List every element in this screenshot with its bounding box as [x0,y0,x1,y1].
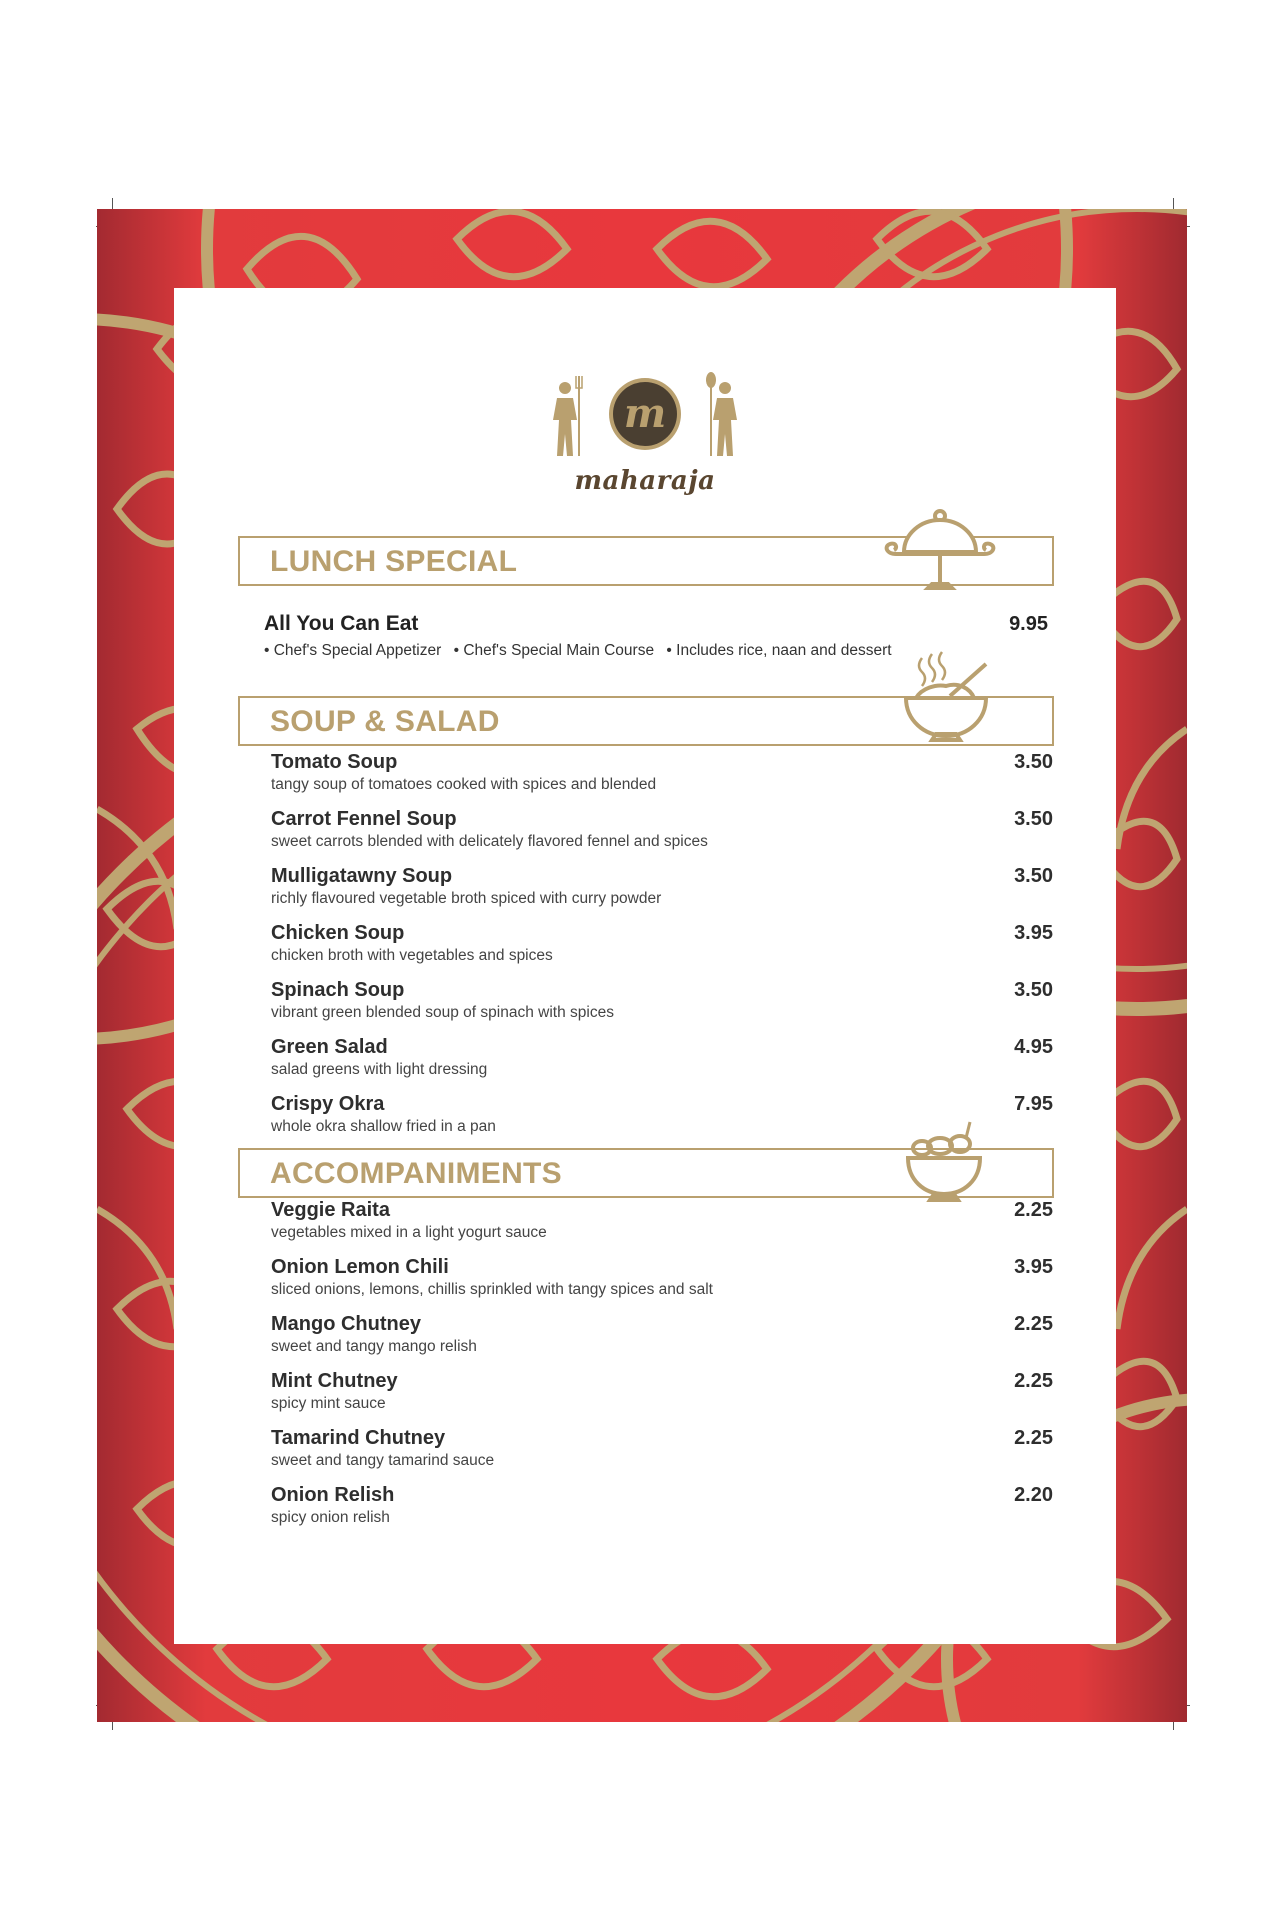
section-header-soup-salad [238,696,1054,746]
item-price: 3.50 [1014,979,1053,1001]
item-description: vibrant green blended soup of spinach with spices [271,1004,614,1021]
item-name: Tamarind Chutney [271,1427,446,1449]
menu-item [271,864,1053,909]
logo-monogram: m [623,390,667,437]
item-price: 3.50 [1014,751,1053,773]
item-name: Carrot Fennel Soup [271,808,457,830]
menu-item [271,1255,1053,1300]
item-description: spicy onion relish [271,1509,390,1526]
item-price: 2.25 [1014,1427,1053,1449]
item-name: Spinach Soup [271,979,405,1001]
menu-item [271,807,1053,852]
item-name: Mulligatawny Soup [271,865,453,887]
maharaja-logo [539,370,751,500]
menu-item [271,921,1053,966]
item-price: 2.20 [1014,1484,1053,1506]
item-price: 3.50 [1014,865,1053,887]
item-name: Chicken Soup [271,922,405,944]
section-header-accompaniments [238,1148,1054,1198]
item-name: Onion Relish [271,1484,395,1506]
item-description: spicy mint sauce [271,1395,386,1412]
menu-item [271,1483,1053,1528]
item-price: 9.95 [1009,613,1048,635]
item-name: Mango Chutney [271,1313,421,1335]
item-price: 3.95 [1014,922,1053,944]
menu-item [271,1426,1053,1471]
item-price: 2.25 [1014,1199,1053,1221]
item-price: 2.25 [1014,1313,1053,1335]
item-name: Green Salad [271,1036,388,1058]
item-description: whole okra shallow fried in a pan [271,1118,496,1135]
item-description: salad greens with light dressing [271,1061,488,1078]
section-title: ACCOMPANIMENTS [270,1157,562,1190]
section-title: SOUP & SALAD [270,705,500,738]
item-name: Tomato Soup [271,751,398,773]
menu-card [174,288,1116,1644]
item-name: Crispy Okra [271,1093,385,1115]
soup-bowl-icon [896,650,996,750]
brand-name: maharaja [574,466,716,496]
item-name: All You Can Eat [264,612,419,635]
item-description: sweet and tangy tamarind sauce [271,1452,495,1469]
cloche-icon [882,508,998,594]
item-name: Mint Chutney [271,1370,398,1392]
bullet-note: • Includes rice, naan and dessert [666,642,892,659]
item-description: sweet carrots blended with delicately flavored fennel and spices [271,833,708,850]
item-description: tangy soup of tomatoes cooked with spices and blended [271,776,657,793]
menu-item [271,978,1053,1023]
menu-item [271,750,1053,795]
salad-bowl-icon [904,1120,984,1210]
item-price: 2.25 [1014,1370,1053,1392]
item-description: chicken broth with vegetables and spices [271,947,553,964]
item-name: Veggie Raita [271,1199,390,1221]
bullet-note: • Chef's Special Appetizer [264,642,442,659]
menu-item [271,1035,1053,1080]
item-price: 4.95 [1014,1036,1053,1058]
item-price: 7.95 [1014,1093,1053,1115]
item-name: Onion Lemon Chili [271,1256,449,1278]
bullet-note: • Chef's Special Main Course [453,642,655,659]
menu-item [271,1369,1053,1414]
section-title: LUNCH SPECIAL [270,545,518,578]
item-price: 3.50 [1014,808,1053,830]
item-price: 3.95 [1014,1256,1053,1278]
item-description: sweet and tangy mango relish [271,1338,477,1355]
item-description: sliced onions, lemons, chillis sprinkled with tangy spices and salt [271,1281,713,1298]
section-header-lunch [238,536,1054,586]
item-description: richly flavoured vegetable broth spiced with curry powder [271,890,662,907]
item-description: vegetables mixed in a light yogurt sauce [271,1224,547,1241]
menu-item [271,1312,1053,1357]
menu-item [271,1198,1053,1243]
